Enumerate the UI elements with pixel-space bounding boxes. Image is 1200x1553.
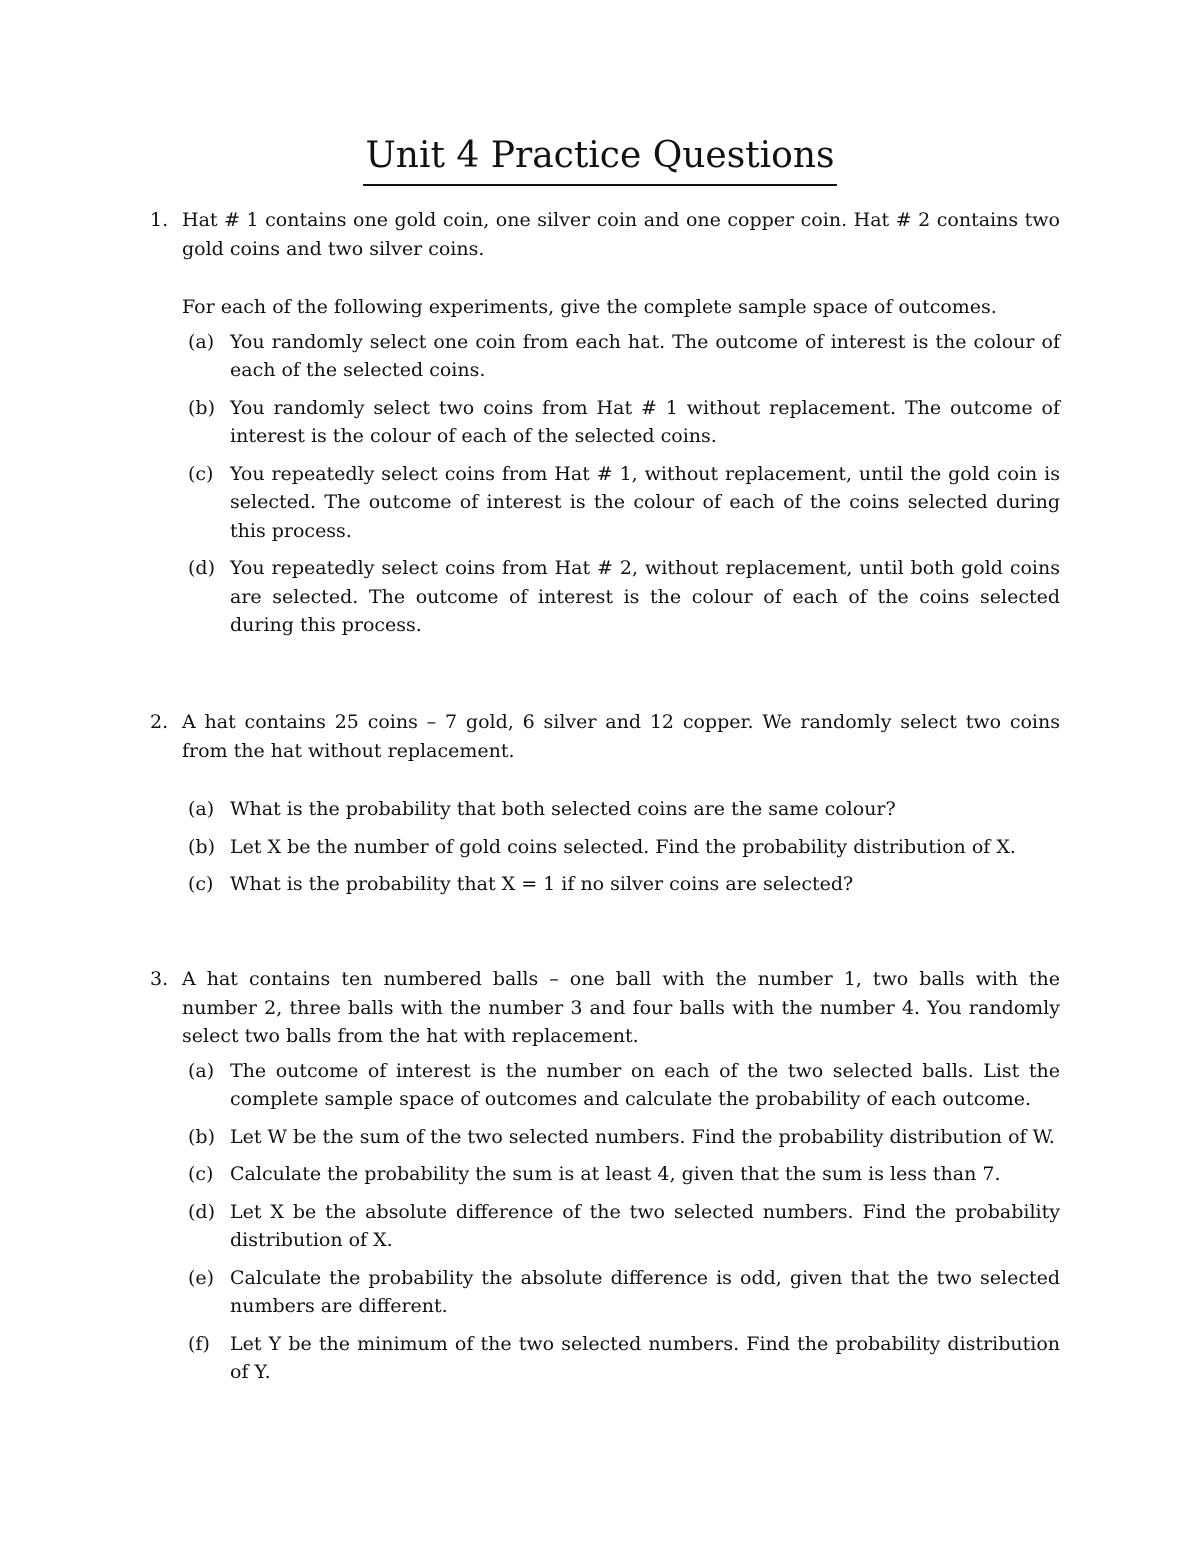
question-part-b [188,833,1060,862]
question-part-d [188,1198,1060,1255]
question-parts [188,328,1060,640]
question-part-c [188,1160,1060,1189]
part-text: Let X be the absolute difference of the two selected numbers. Find the probability distribution of X. [230,1200,1060,1251]
part-label: (c) [188,873,214,895]
part-label: (a) [188,1059,215,1082]
part-label: (b) [188,835,215,858]
question-lead: For each of the following experiments, give the complete sample space of outcomes. [182,296,997,318]
question-part-c [188,460,1060,546]
part-label: (c) [188,1163,214,1185]
question-3 [150,965,1060,1396]
part-text: You repeatedly select coins from Hat # 2, without replacement, until both gold coins are selected. The outcome of interest is the colour of each of the coins selected during this process. [230,557,1060,636]
question-part-a [188,328,1060,385]
part-text: Let Y be the minimum of the two selected numbers. Find the probability distribution of Y. [230,1332,1060,1383]
question-parts [188,1057,1060,1387]
part-text: You repeatedly select coins from Hat # 1, without replacement, until the gold coin is selected. The outcome of interest is the colour of each of the coins selected during this process. [230,462,1060,542]
part-text: Calculate the probability the absolute difference is odd, given that the two selected numbers are different. [230,1266,1060,1317]
part-label: (d) [188,1200,215,1223]
part-label: (b) [188,396,215,419]
question-2 [150,708,1060,908]
question-number: 1. [150,209,169,231]
part-label: (f) [188,1332,210,1355]
question-intro: A hat contains 25 coins – 7 gold, 6 silver and 12 copper. We randomly select two coins from the hat without replacement. [182,711,1060,762]
question-part-b [188,1123,1060,1152]
question-1 [150,206,1060,649]
part-text: Calculate the probability the sum is at least 4, given that the sum is less than 7. [230,1163,1001,1185]
question-part-a [188,1057,1060,1114]
part-text: What is the probability that both selected coins are the same colour? [230,798,896,820]
question-number: 2. [150,711,169,733]
part-text: The outcome of interest is the number on each of the two selected balls. List the complete sample space of outcomes and calculate the probability of each outcome. [230,1059,1060,1110]
page-title: Unit 4 Practice Questions [363,132,836,186]
part-text: You randomly select one coin from each hat. The outcome of interest is the colour of each of the selected coins. [230,330,1060,381]
part-text: What is the probability that X = 1 if no silver coins are selected? [230,873,854,895]
question-part-c [188,870,1060,899]
part-text: Let W be the sum of the two selected numbers. Find the probability distribution of W. [230,1125,1055,1148]
part-label: (b) [188,1125,215,1148]
part-label: (a) [188,798,215,820]
question-part-b [188,394,1060,451]
question-part-a [188,795,1060,824]
question-number: 3. [150,968,169,990]
question-part-f [188,1330,1060,1387]
part-label: (d) [188,557,215,579]
part-label: (a) [188,330,215,353]
part-text: Let X be the number of gold coins selected. Find the probability distribution of X. [230,835,1016,858]
question-parts [188,795,1060,899]
question-part-e [188,1264,1060,1321]
question-intro: Hat # 1 contains one gold coin, one silver coin and one copper coin. Hat # 2 contains two gold coins and two silver coins. [182,209,1060,260]
part-label: (c) [188,462,214,485]
title-container [0,132,1200,186]
part-text: You randomly select two coins from Hat # 1 without replacement. The outcome of interest is the colour of each of the selected coins. [230,396,1060,447]
question-intro: A hat contains ten numbered balls – one ball with the number 1, two balls with the number 2, three balls with the number 3 and four balls with the number 4. You randomly select two balls from the hat with replacement. [182,968,1060,1047]
question-part-d [188,554,1060,640]
part-label: (e) [188,1266,215,1289]
